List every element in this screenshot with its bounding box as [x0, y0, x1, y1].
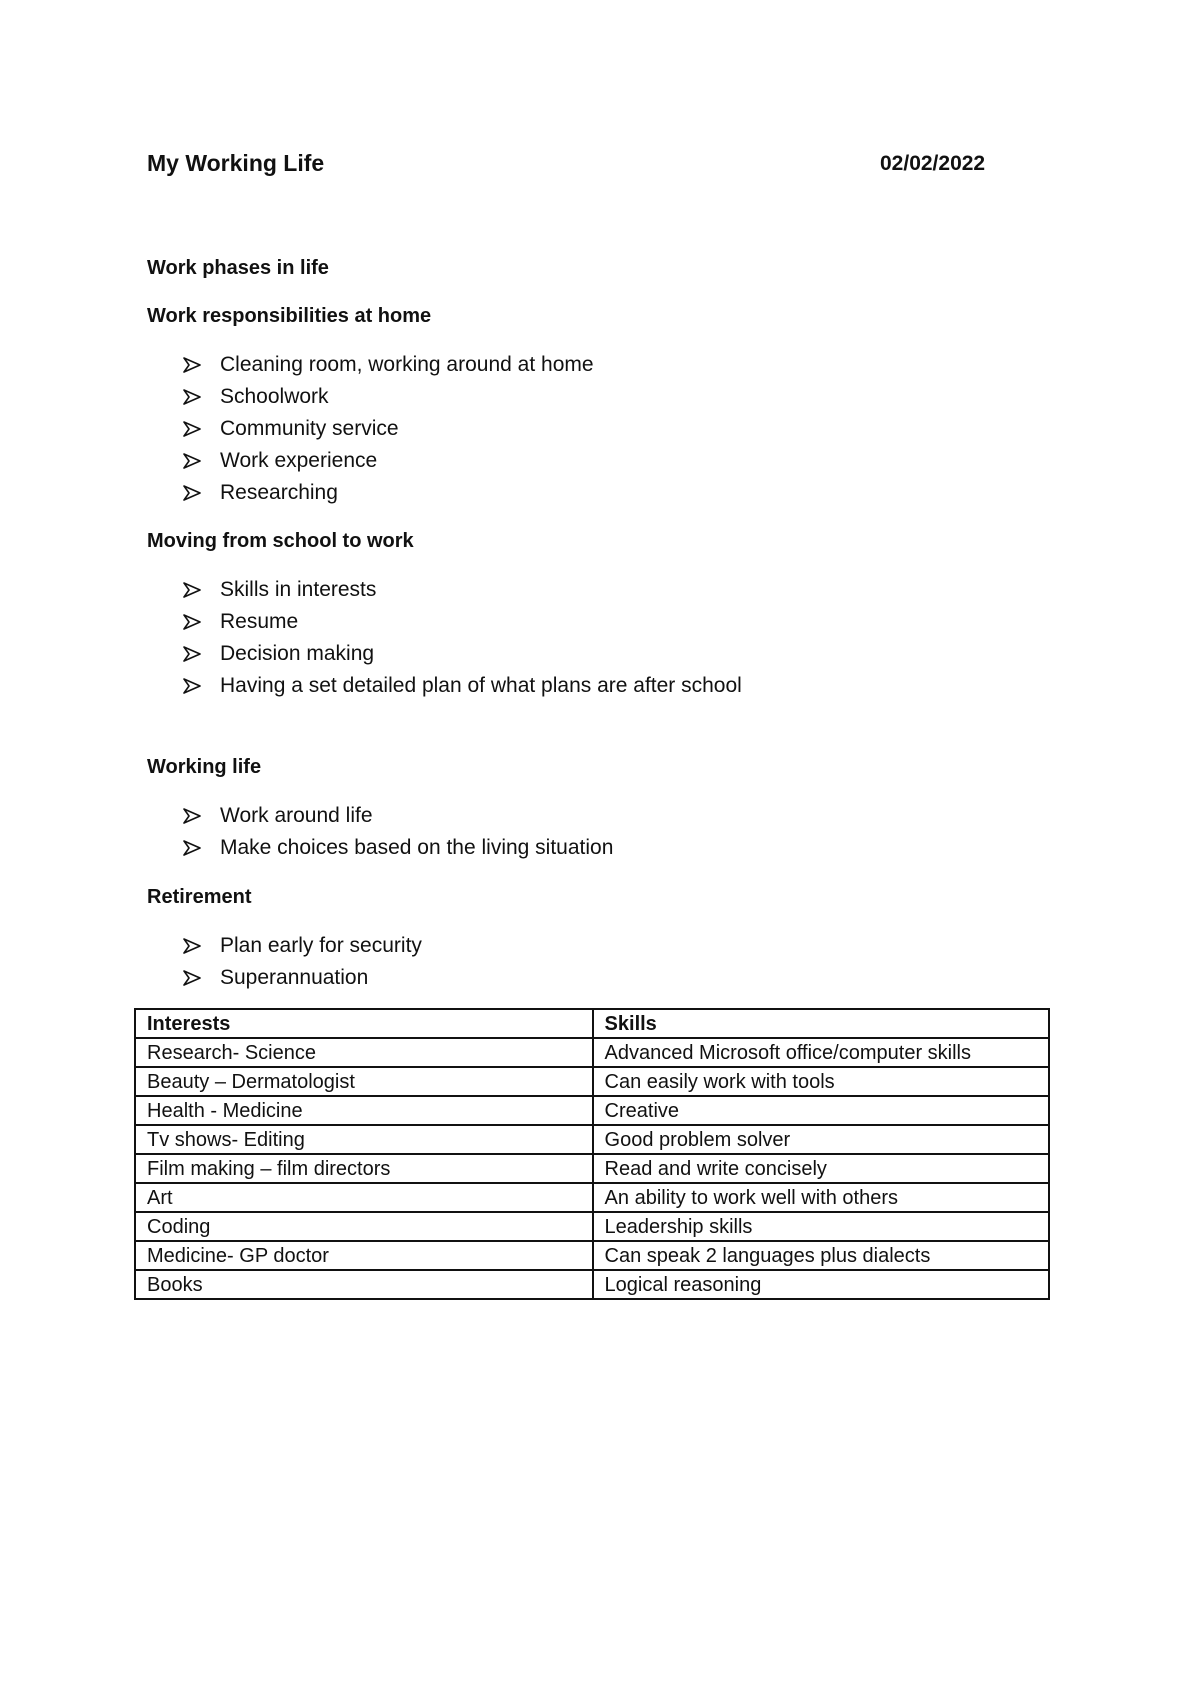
- interest-cell: Beauty – Dermatologist: [135, 1067, 593, 1096]
- table-row: [135, 1241, 1049, 1270]
- list-item-text: Plan early for security: [220, 934, 422, 957]
- list-item-text: Work experience: [220, 449, 378, 472]
- list-item: [182, 962, 422, 994]
- arrow-bullet-icon: [182, 938, 202, 954]
- list-item-text: Decision making: [220, 642, 375, 665]
- arrow-bullet-icon: [182, 840, 202, 856]
- list-item-text: Skills in interests: [220, 578, 377, 601]
- list-item-text: Make choices based on the living situation: [220, 836, 614, 859]
- list-school-to-work: [182, 574, 742, 702]
- column-header-interests: Interests: [135, 1009, 593, 1038]
- arrow-bullet-icon: [182, 970, 202, 986]
- skill-cell: Can speak 2 languages plus dialects: [593, 1241, 1049, 1270]
- list-item-text: Researching: [220, 481, 338, 504]
- table-row: [135, 1270, 1049, 1299]
- arrow-bullet-icon: [182, 357, 202, 373]
- heading-school-to-work: Moving from school to work: [147, 530, 414, 552]
- skill-cell: Read and write concisely: [593, 1154, 1049, 1183]
- table-row: [135, 1067, 1049, 1096]
- interest-cell: Film making – film directors: [135, 1154, 593, 1183]
- column-header-skills: Skills: [593, 1009, 1049, 1038]
- skill-cell: Logical reasoning: [593, 1270, 1049, 1299]
- table-row: [135, 1125, 1049, 1154]
- list-item: [182, 638, 742, 670]
- arrow-bullet-icon: [182, 389, 202, 405]
- skill-cell: Can easily work with tools: [593, 1067, 1049, 1096]
- skill-cell: Advanced Microsoft office/computer skills: [593, 1038, 1049, 1067]
- table-row: [135, 1096, 1049, 1125]
- list-item: [182, 670, 742, 702]
- list-item-text: Schoolwork: [220, 385, 329, 408]
- list-item-text: Having a set detailed plan of what plans are after school: [220, 674, 742, 697]
- interest-cell: Tv shows- Editing: [135, 1125, 593, 1154]
- skill-cell: Leadership skills: [593, 1212, 1049, 1241]
- list-item-text: Work around life: [220, 804, 373, 827]
- list-item-text: Superannuation: [220, 966, 369, 989]
- list-item: [182, 381, 594, 413]
- page-title: My Working Life: [147, 150, 325, 176]
- arrow-bullet-icon: [182, 582, 202, 598]
- list-working-life: [182, 800, 613, 864]
- arrow-bullet-icon: [182, 421, 202, 437]
- interest-cell: Research- Science: [135, 1038, 593, 1067]
- heading-work-phases: Work phases in life: [147, 257, 329, 279]
- list-home-responsibilities: [182, 349, 594, 509]
- arrow-bullet-icon: [182, 485, 202, 501]
- arrow-bullet-icon: [182, 614, 202, 630]
- interest-cell: Medicine- GP doctor: [135, 1241, 593, 1270]
- list-item-text: Cleaning room, working around at home: [220, 353, 594, 376]
- list-item: [182, 349, 594, 381]
- table-row: [135, 1183, 1049, 1212]
- interest-cell: Books: [135, 1270, 593, 1299]
- interests-skills-table: [134, 1008, 1050, 1300]
- table-row: [135, 1212, 1049, 1241]
- table-header-row: [135, 1009, 1049, 1038]
- list-item: [182, 574, 742, 606]
- list-retirement: [182, 930, 422, 994]
- arrow-bullet-icon: [182, 646, 202, 662]
- list-item: [182, 832, 613, 864]
- skill-cell: Good problem solver: [593, 1125, 1049, 1154]
- list-item: [182, 445, 594, 477]
- table-row: [135, 1038, 1049, 1067]
- document-date: 02/02/2022: [880, 152, 986, 175]
- arrow-bullet-icon: [182, 678, 202, 694]
- list-item: [182, 800, 613, 832]
- interest-cell: Health - Medicine: [135, 1096, 593, 1125]
- skill-cell: Creative: [593, 1096, 1049, 1125]
- interest-cell: Coding: [135, 1212, 593, 1241]
- list-item: [182, 930, 422, 962]
- list-item: [182, 477, 594, 509]
- list-item: [182, 413, 594, 445]
- list-item-text: Resume: [220, 610, 299, 633]
- interest-cell: Art: [135, 1183, 593, 1212]
- arrow-bullet-icon: [182, 808, 202, 824]
- table-row: [135, 1154, 1049, 1183]
- heading-home-responsibilities: Work responsibilities at home: [147, 305, 432, 327]
- list-item: [182, 606, 742, 638]
- skill-cell: An ability to work well with others: [593, 1183, 1049, 1212]
- arrow-bullet-icon: [182, 453, 202, 469]
- heading-retirement: Retirement: [147, 886, 252, 908]
- list-item-text: Community service: [220, 417, 399, 440]
- heading-working-life: Working life: [147, 756, 262, 778]
